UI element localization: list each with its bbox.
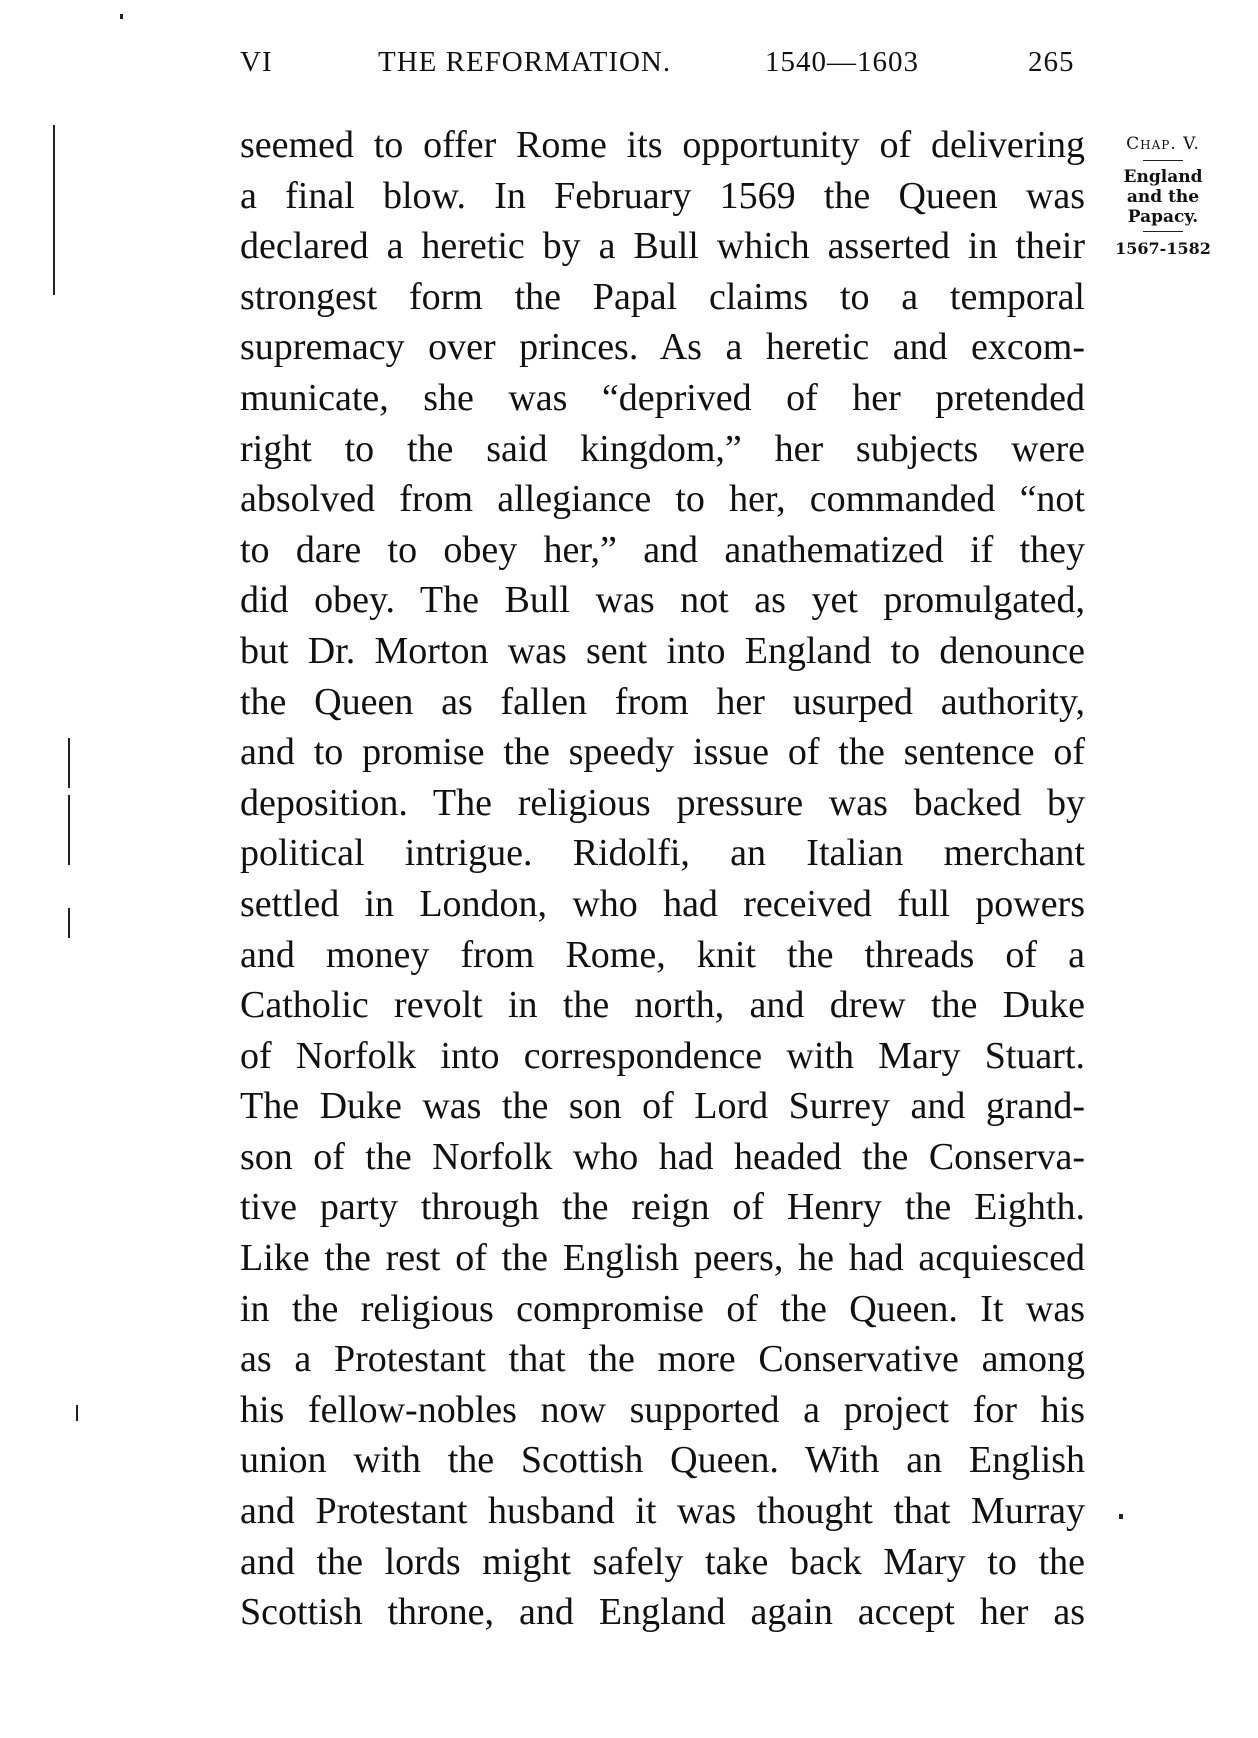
- period-years: 1540—1603: [765, 46, 919, 78]
- margin-topic-line: and the: [1126, 187, 1200, 207]
- text-line: The Duke was the son of Lord Surrey and grand-: [240, 1085, 1085, 1128]
- text-line: Scottish throne, and England again accept her as: [240, 1591, 1085, 1634]
- scan-mark: [76, 1405, 78, 1421]
- scan-mark: [1119, 1514, 1123, 1519]
- text-line: his fellow-nobles now supported a project for his: [240, 1388, 1085, 1431]
- margin-chapter: Chap. V.: [1126, 134, 1200, 154]
- body-text: [240, 120, 1085, 1638]
- text-line: son of the Norfolk who had headed the Conserva-: [240, 1135, 1085, 1178]
- margin-dates: 1567-1582: [1115, 239, 1211, 258]
- running-title: THE REFORMATION.: [378, 46, 672, 78]
- text-line: strongest form the Papal claims to a temporal: [240, 275, 1085, 318]
- text-line: in the religious compromise of the Queen. It was: [240, 1287, 1085, 1330]
- text-line: and money from Rome, knit the threads of a: [240, 933, 1085, 976]
- text-line: but Dr. Morton was sent into England to denounce: [240, 629, 1085, 672]
- scan-mark: [68, 908, 70, 938]
- text-line: and Protestant husband it was thought that Murray: [240, 1490, 1085, 1533]
- text-line: as a Protestant that the more Conservative among: [240, 1338, 1085, 1381]
- text-line: Catholic revolt in the north, and drew the Duke: [240, 984, 1085, 1027]
- text-line: tive party through the reign of Henry the Eighth.: [240, 1186, 1085, 1229]
- text-line: of Norfolk into correspondence with Mary Stuart.: [240, 1034, 1085, 1077]
- scan-mark: [120, 14, 123, 19]
- text-line: right to the said kingdom,” her subjects were: [240, 427, 1085, 470]
- text-line: seemed to offer Rome its opportunity of delivering: [240, 124, 1085, 166]
- text-line: settled in London, who had received full powers: [240, 882, 1085, 925]
- margin-topic-line: England: [1123, 167, 1203, 187]
- page-number: 265: [1028, 46, 1075, 78]
- margin-note: [1093, 132, 1233, 260]
- text-line: supremacy over princes. As a heretic and excom-: [240, 326, 1085, 369]
- text-line: and to promise the speedy issue of the sentence of: [240, 731, 1085, 774]
- text-line: to dare to obey her,” and anathematized if they: [240, 528, 1085, 571]
- margin-rule: [1143, 231, 1183, 232]
- text-line: Like the rest of the English peers, he had acquiesced: [240, 1237, 1085, 1280]
- margin-rule: [1143, 160, 1183, 161]
- scan-mark: [68, 738, 70, 788]
- scan-mark: [68, 795, 70, 865]
- running-header: [240, 46, 1085, 86]
- text-line: did obey. The Bull was not as yet promulgated,: [240, 579, 1085, 622]
- text-line: the Queen as fallen from her usurped authority,: [240, 680, 1085, 723]
- text-line: municate, she was “deprived of her pretended: [240, 376, 1085, 419]
- section-number: VI: [240, 46, 273, 78]
- text-line: deposition. The religious pressure was backed by: [240, 781, 1085, 824]
- text-line: a final blow. In February 1569 the Queen was: [240, 174, 1085, 217]
- text-line: political intrigue. Ridolfi, an Italian merchant: [240, 832, 1085, 875]
- text-line: and the lords might safely take back Mary to the: [240, 1540, 1085, 1583]
- text-line: absolved from allegiance to her, commanded “not: [240, 478, 1085, 521]
- scan-mark: [53, 125, 55, 295]
- margin-topic-line: Papacy.: [1127, 207, 1199, 227]
- text-line: union with the Scottish Queen. With an English: [240, 1439, 1085, 1482]
- text-line: declared a heretic by a Bull which asserted in their: [240, 225, 1085, 268]
